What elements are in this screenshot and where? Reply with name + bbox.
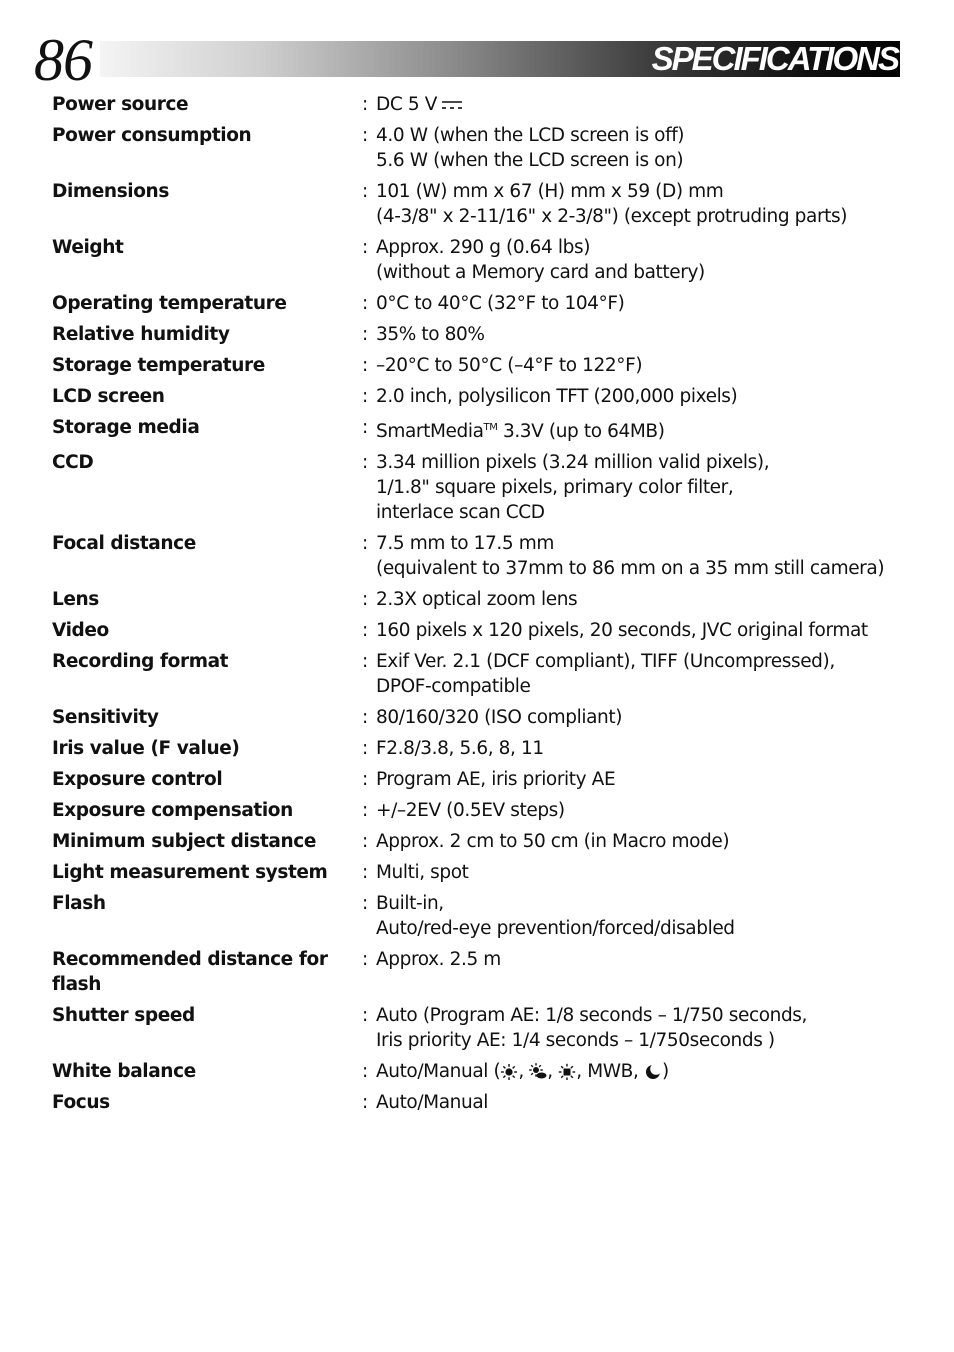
spec-row bbox=[52, 235, 902, 285]
cloudy-icon bbox=[529, 1062, 547, 1080]
spec-label: White balance bbox=[52, 1061, 196, 1082]
spec-value-line bbox=[376, 415, 902, 444]
spec-colon: : bbox=[362, 1092, 369, 1113]
spec-colon: : bbox=[362, 831, 369, 852]
spec-colon: : bbox=[362, 355, 369, 376]
spec-label: Shutter speed bbox=[52, 1005, 195, 1026]
spec-label: Sensitivity bbox=[52, 707, 159, 728]
spec-colon: : bbox=[362, 452, 369, 473]
spec-value-text: 4.0 W (when the LCD screen is off) bbox=[376, 125, 685, 146]
spec-value-text: (without a Memory card and battery) bbox=[376, 262, 705, 283]
spec-value-text: interlace scan CCD bbox=[376, 502, 545, 523]
spec-value-line bbox=[376, 736, 902, 761]
spec-value-line bbox=[376, 1028, 902, 1053]
spec-label: Recommended distance for flash bbox=[52, 949, 328, 995]
spec-value bbox=[376, 1090, 902, 1115]
spec-value-line bbox=[376, 475, 902, 500]
spec-value-text: 1/1.8" square pixels, primary color filter, bbox=[376, 477, 734, 498]
spec-value bbox=[376, 947, 902, 997]
spec-value-line bbox=[376, 179, 902, 204]
spec-value bbox=[376, 384, 902, 409]
spec-value-text: Auto/Manual bbox=[376, 1092, 489, 1113]
spec-value-line bbox=[376, 123, 902, 148]
wb-prefix: Auto/Manual ( bbox=[376, 1061, 501, 1082]
wb-mwb: MWB bbox=[587, 1061, 633, 1082]
spec-colon: : bbox=[362, 769, 369, 790]
spec-row bbox=[52, 415, 902, 444]
spec-colon: : bbox=[362, 589, 369, 610]
spec-value-text: 7.5 mm to 17.5 mm bbox=[376, 533, 554, 554]
spec-value bbox=[376, 860, 902, 885]
spec-value-line bbox=[376, 891, 902, 916]
spec-value-text: 3.34 million pixels (3.24 million valid pixels), bbox=[376, 452, 770, 473]
spec-row bbox=[52, 947, 902, 997]
spec-value-text: Iris priority AE: 1/4 seconds – 1/750seconds ) bbox=[376, 1030, 775, 1051]
spec-row bbox=[52, 322, 902, 347]
spec-value bbox=[376, 531, 902, 581]
spec-row bbox=[52, 649, 902, 699]
spec-value-text: Approx. 2.5 m bbox=[376, 949, 501, 970]
spec-value-text: Auto/red-eye prevention/forced/disabled bbox=[376, 918, 735, 939]
spec-value-line bbox=[376, 322, 902, 347]
spec-value bbox=[376, 798, 902, 823]
spec-value-line bbox=[376, 947, 902, 972]
spec-colon: : bbox=[362, 125, 369, 146]
spec-colon: : bbox=[362, 800, 369, 821]
spec-value bbox=[376, 649, 902, 699]
spec-label: Lens bbox=[52, 589, 99, 610]
sun-icon bbox=[500, 1062, 518, 1080]
spec-row bbox=[52, 736, 902, 761]
spec-row bbox=[52, 1059, 902, 1084]
spec-value-line bbox=[376, 353, 902, 378]
spec-row bbox=[52, 618, 902, 643]
wb-suffix: ) bbox=[661, 1061, 669, 1082]
spec-value bbox=[376, 179, 902, 229]
spec-value-text: 160 pixels x 120 pixels, 20 seconds, JVC original format bbox=[376, 620, 868, 641]
spec-row bbox=[52, 353, 902, 378]
spec-row bbox=[52, 1090, 902, 1115]
spec-value bbox=[376, 618, 902, 643]
spec-value-text: SmartMedia bbox=[376, 421, 484, 442]
spec-row bbox=[52, 767, 902, 792]
spec-value-text: Exif Ver. 2.1 (DCF compliant), TIFF (Uncompressed), bbox=[376, 651, 835, 672]
spec-label: Storage temperature bbox=[52, 355, 265, 376]
spec-row bbox=[52, 123, 902, 173]
spec-label: Storage media bbox=[52, 417, 200, 438]
wb-separator: , bbox=[547, 1061, 559, 1082]
spec-value-text: DPOF-compatible bbox=[376, 676, 531, 697]
spec-value-text: Auto (Program AE: 1/8 seconds – 1/750 seconds, bbox=[376, 1005, 808, 1026]
spec-value bbox=[376, 92, 902, 117]
spec-value bbox=[376, 736, 902, 761]
spec-value-text: Built-in, bbox=[376, 893, 444, 914]
spec-value bbox=[376, 829, 902, 854]
spec-value-line bbox=[376, 500, 902, 525]
spec-colon: : bbox=[362, 417, 369, 438]
spec-row bbox=[52, 179, 902, 229]
spec-label: Weight bbox=[52, 237, 124, 258]
spec-value bbox=[376, 587, 902, 612]
spec-value-line bbox=[376, 860, 902, 885]
spec-value-text: 3.3V (up to 64MB) bbox=[497, 421, 665, 442]
spec-value-line bbox=[376, 705, 902, 730]
wb-separator: , bbox=[576, 1061, 588, 1082]
spec-label: Exposure control bbox=[52, 769, 223, 790]
spec-colon: : bbox=[362, 386, 369, 407]
spec-row bbox=[52, 384, 902, 409]
spec-value bbox=[376, 415, 902, 444]
spec-label: Flash bbox=[52, 893, 106, 914]
spec-label: LCD screen bbox=[52, 386, 165, 407]
spec-label: Dimensions bbox=[52, 181, 169, 202]
spec-colon: : bbox=[362, 181, 369, 202]
spec-colon: : bbox=[362, 707, 369, 728]
spec-value bbox=[376, 1003, 902, 1053]
spec-value-text: Approx. 290 g (0.64 lbs) bbox=[376, 237, 591, 258]
spec-value-line bbox=[376, 649, 902, 674]
spec-value bbox=[376, 123, 902, 173]
section-title: SPECIFICATIONS bbox=[651, 40, 898, 77]
spec-value-line bbox=[376, 674, 902, 699]
spec-value-line bbox=[376, 384, 902, 409]
spec-value bbox=[376, 705, 902, 730]
spec-row bbox=[52, 531, 902, 581]
spec-value-text: (equivalent to 37mm to 86 mm on a 35 mm still camera) bbox=[376, 558, 885, 579]
spec-value bbox=[376, 353, 902, 378]
spec-value-line bbox=[376, 92, 902, 117]
spec-value bbox=[376, 450, 902, 525]
spec-value-text: F2.8/3.8, 5.6, 8, 11 bbox=[376, 738, 544, 759]
spec-value-line bbox=[376, 767, 902, 792]
spec-value-line bbox=[376, 1090, 902, 1115]
spec-value-line bbox=[376, 916, 902, 941]
spec-label: Recording format bbox=[52, 651, 229, 672]
spec-value-line bbox=[376, 829, 902, 854]
spec-label: Power consumption bbox=[52, 125, 252, 146]
spec-colon: : bbox=[362, 862, 369, 883]
fluorescent-icon bbox=[558, 1062, 576, 1080]
spec-colon: : bbox=[362, 94, 369, 115]
spec-value bbox=[376, 767, 902, 792]
spec-label: Focal distance bbox=[52, 533, 196, 554]
spec-value-line bbox=[376, 531, 902, 556]
spec-value bbox=[376, 891, 902, 941]
spec-row bbox=[52, 587, 902, 612]
spec-value-text: (4-3/8" x 2-11/16" x 2-3/8") (except protruding parts) bbox=[376, 206, 848, 227]
spec-value-line bbox=[376, 148, 902, 173]
spec-colon: : bbox=[362, 651, 369, 672]
spec-value-text: 2.0 inch, polysilicon TFT (200,000 pixels) bbox=[376, 386, 738, 407]
dc-current-icon bbox=[441, 99, 463, 111]
spec-value bbox=[376, 291, 902, 316]
spec-label: Minimum subject distance bbox=[52, 831, 316, 852]
night-icon bbox=[644, 1062, 662, 1080]
spec-value-line bbox=[376, 587, 902, 612]
spec-value-text: Approx. 2 cm to 50 cm (in Macro mode) bbox=[376, 831, 730, 852]
spec-value-line bbox=[376, 291, 902, 316]
spec-row bbox=[52, 829, 902, 854]
spec-value-line bbox=[376, 556, 902, 581]
spec-value-line bbox=[376, 450, 902, 475]
spec-value-text: –20°C to 50°C (–4°F to 122°F) bbox=[376, 355, 643, 376]
spec-colon: : bbox=[362, 949, 369, 970]
spec-value-line bbox=[376, 798, 902, 823]
spec-row bbox=[52, 1003, 902, 1053]
page-number: 86 bbox=[34, 27, 92, 93]
spec-value-text: 2.3X optical zoom lens bbox=[376, 589, 578, 610]
spec-value-text: 35% to 80% bbox=[376, 324, 485, 345]
spec-value bbox=[376, 322, 902, 347]
spec-label: Power source bbox=[52, 94, 189, 115]
spec-colon: : bbox=[362, 738, 369, 759]
spec-colon: : bbox=[362, 237, 369, 258]
spec-label: CCD bbox=[52, 452, 94, 473]
wb-separator: , bbox=[632, 1061, 644, 1082]
spec-row bbox=[52, 891, 902, 941]
spec-colon: : bbox=[362, 1061, 369, 1082]
page-header bbox=[0, 27, 954, 93]
spec-value-line bbox=[376, 618, 902, 643]
spec-value-line bbox=[376, 1059, 902, 1084]
spec-value-text: 5.6 W (when the LCD screen is on) bbox=[376, 150, 684, 171]
spec-row bbox=[52, 450, 902, 525]
spec-colon: : bbox=[362, 1005, 369, 1026]
spec-label: Exposure compensation bbox=[52, 800, 293, 821]
spec-value-text: Multi, spot bbox=[376, 862, 469, 883]
spec-row bbox=[52, 798, 902, 823]
spec-value-text: 0°C to 40°C (32°F to 104°F) bbox=[376, 293, 625, 314]
spec-value-line bbox=[376, 260, 902, 285]
spec-colon: : bbox=[362, 893, 369, 914]
spec-value-line bbox=[376, 235, 902, 260]
spec-label: Focus bbox=[52, 1092, 110, 1113]
spec-label: Video bbox=[52, 620, 109, 641]
spec-value-line bbox=[376, 204, 902, 229]
specifications-list bbox=[52, 92, 902, 1121]
spec-value bbox=[376, 1059, 902, 1084]
spec-row bbox=[52, 92, 902, 117]
spec-row bbox=[52, 291, 902, 316]
wb-separator: , bbox=[518, 1061, 530, 1082]
spec-label: Iris value (F value) bbox=[52, 738, 240, 759]
spec-colon: : bbox=[362, 620, 369, 641]
spec-colon: : bbox=[362, 324, 369, 345]
spec-colon: : bbox=[362, 533, 369, 554]
spec-label: Relative humidity bbox=[52, 324, 230, 345]
spec-label: Light measurement system bbox=[52, 862, 328, 883]
spec-value-text: 101 (W) mm x 67 (H) mm x 59 (D) mm bbox=[376, 181, 724, 202]
spec-value-line bbox=[376, 1003, 902, 1028]
spec-colon: : bbox=[362, 293, 369, 314]
spec-row bbox=[52, 705, 902, 730]
spec-value-text: Program AE, iris priority AE bbox=[376, 769, 616, 790]
spec-row bbox=[52, 860, 902, 885]
spec-value-text: DC 5 V bbox=[376, 94, 437, 115]
trademark-mark: TM bbox=[483, 422, 498, 433]
spec-value bbox=[376, 235, 902, 285]
spec-value-text: 80/160/320 (ISO compliant) bbox=[376, 707, 623, 728]
spec-value-text: +/–2EV (0.5EV steps) bbox=[376, 800, 565, 821]
spec-label: Operating temperature bbox=[52, 293, 287, 314]
